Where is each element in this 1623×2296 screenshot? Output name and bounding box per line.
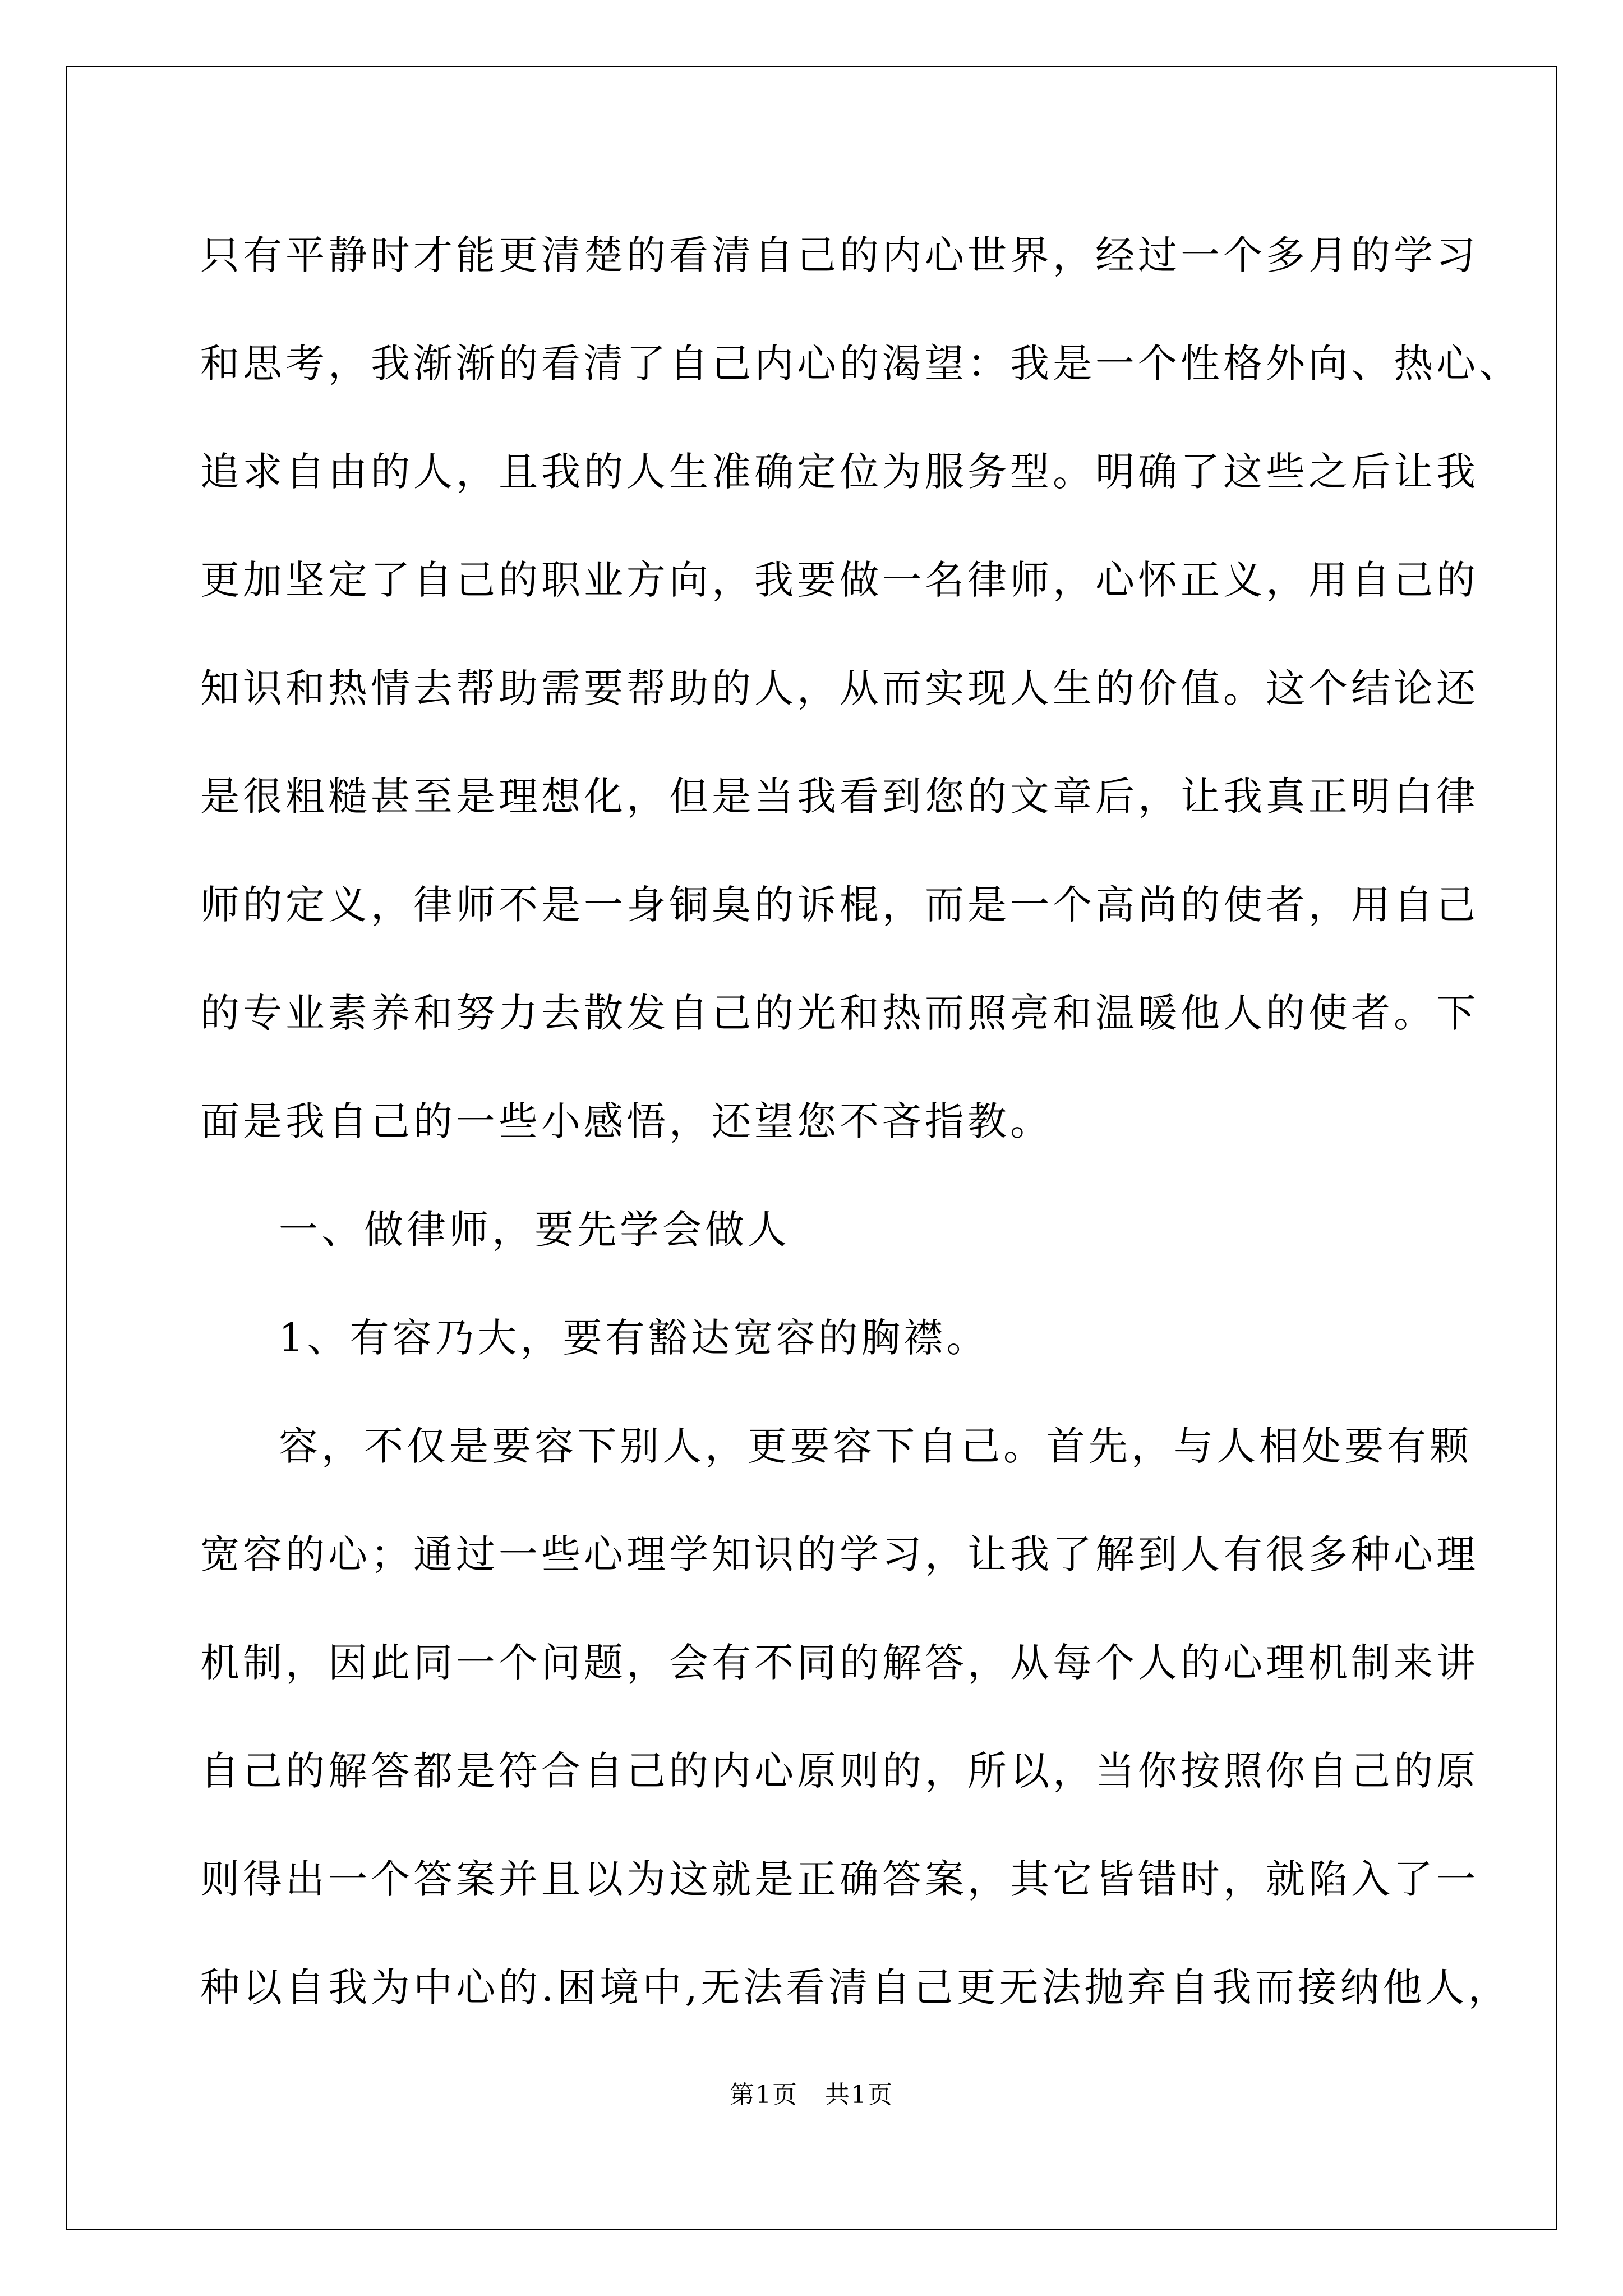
- text-line: 知识和热情去帮助需要帮助的人，从而实现人生的价值。这个结论还: [200, 665, 1479, 711]
- text-line: 追求自由的人，且我的人生准确定位为服务型。明确了这些之后让我: [200, 449, 1479, 495]
- text-line: 的专业素养和努力去散发自己的光和热而照亮和温暖他人的使者。下: [200, 990, 1479, 1036]
- text-line: 种以自我为中心的.困境中,无法看清自己更无法抛弃自我而接纳他人，: [200, 1964, 1511, 2010]
- subsection-heading: 1、有容乃大，要有豁达宽容的胸襟。: [279, 1315, 989, 1361]
- document-body: [200, 216, 1521, 2056]
- page-footer: [0, 2078, 1623, 2112]
- text-line: 是很粗糙甚至是理想化，但是当我看到您的文章后，让我真正明白律: [200, 774, 1479, 820]
- page-number: 第1页: [730, 2081, 799, 2109]
- text-line: 宽容的心；通过一些心理学知识的学习，让我了解到人有很多种心理: [200, 1531, 1479, 1577]
- text-line: 面是我自己的一些小感悟，还望您不吝指教。: [200, 1098, 1053, 1144]
- text-line: 更加坚定了自己的职业方向，我要做一名律师，心怀正义，用自己的: [200, 557, 1479, 603]
- page-total: 共1页: [824, 2081, 893, 2109]
- text-line: 自己的解答都是符合自己的内心原则的，所以，当你按照你自己的原: [200, 1748, 1479, 1794]
- text-line: 师的定义，律师不是一身铜臭的诉棍，而是一个高尚的使者，用自己: [200, 882, 1479, 928]
- text-line: 机制，因此同一个问题，会有不同的解答，从每个人的心理机制来讲: [200, 1640, 1479, 1686]
- section-heading: 一、做律师，要先学会做人: [279, 1207, 790, 1253]
- paragraph-start-line: 容，不仅是要容下别人，更要容下自己。首先，与人相处要有颗: [279, 1423, 1472, 1469]
- text-line: 和思考，我渐渐的看清了自己内心的渴望：我是一个性格外向、热心、: [200, 341, 1521, 386]
- text-line: 则得出一个答案并且以为这就是正确答案，其它皆错时，就陷入了一: [200, 1856, 1479, 1902]
- text-line: 只有平静时才能更清楚的看清自己的内心世界，经过一个多月的学习: [200, 232, 1479, 278]
